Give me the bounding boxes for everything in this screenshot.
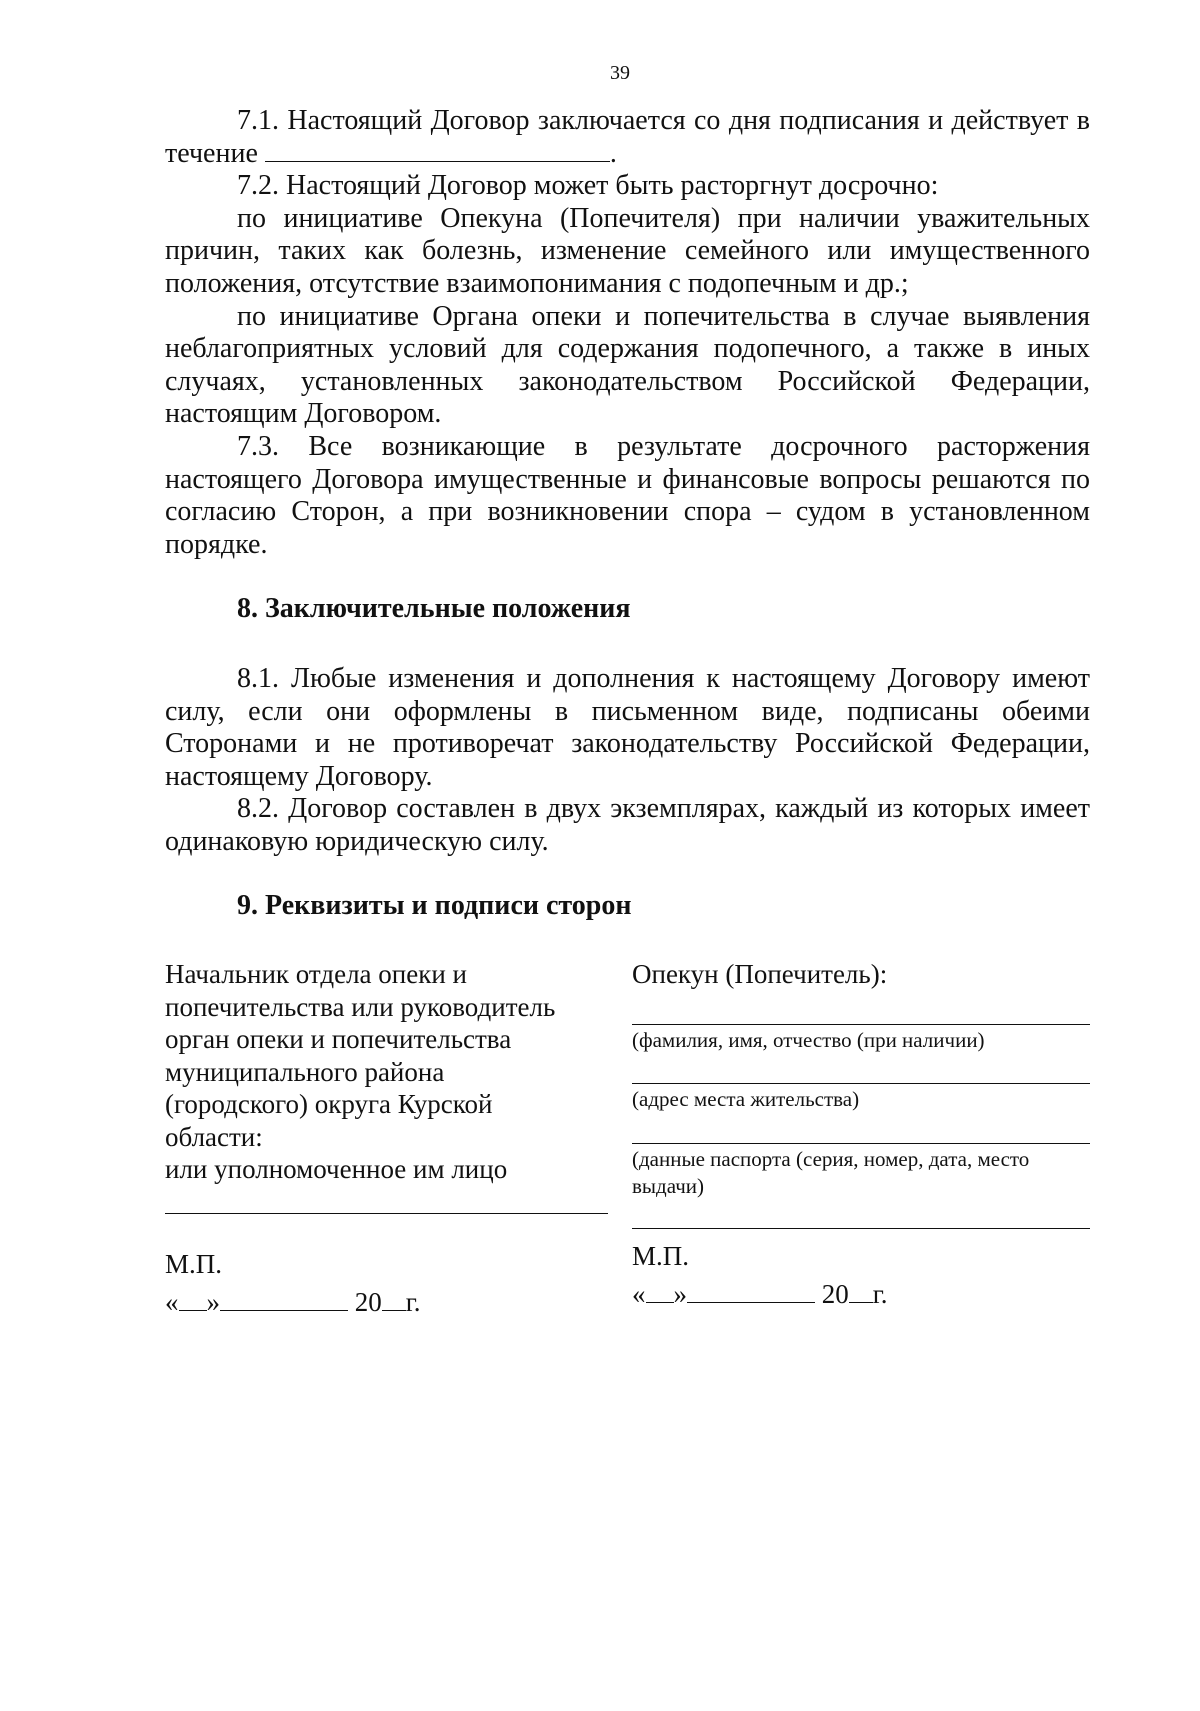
paragraph-7-1-end: .	[609, 137, 617, 169]
date-line	[632, 1275, 888, 1313]
term-blank-line	[265, 139, 610, 162]
section-8-body	[165, 663, 1090, 859]
guardian-stamp-date	[632, 1237, 888, 1313]
guardian-address-line	[632, 1083, 1090, 1084]
paragraph-7-2: 7.2. Настоящий Договор может быть расторгнут досрочно:	[237, 170, 939, 202]
authority-line: или уполномоченное им лицо	[165, 1154, 508, 1184]
guardian-block	[632, 958, 1092, 990]
month-blank	[687, 1282, 815, 1303]
section-7-body	[165, 105, 1090, 561]
month-blank	[220, 1290, 348, 1311]
paragraph-7-2-b: по инициативе Органа опеки и попечительства в случае выявления неблагоприятных условий для содержания подопечного, а также в иных случаях, установленных законодательством Российской Федерации, настоящим Договором.	[165, 300, 1090, 430]
date-quote-open: «	[632, 1279, 646, 1309]
guardianship-authority-block	[165, 958, 605, 1186]
paragraph-7-2-a: по инициативе Опекуна (Попечителя) при наличии уважительных причин, таких как болезнь, изменение семейного или имущественного положения, отсутствие взаимопонимания с подопечным и др.;	[165, 202, 1090, 299]
date-quote-open: «	[165, 1287, 179, 1317]
page-number: 39	[610, 62, 630, 84]
authority-stamp-date	[165, 1245, 421, 1321]
authority-line: (городского) округа Курской	[165, 1089, 493, 1119]
year-prefix: 20	[354, 1287, 382, 1317]
guardian-name-line	[632, 1024, 1090, 1025]
paragraph-7-1	[165, 105, 1090, 170]
authority-line: Начальник отдела опеки и	[165, 959, 467, 989]
stamp-label: М.П.	[632, 1241, 690, 1271]
guardian-passport-line	[632, 1143, 1090, 1144]
guardian-passport-caption: (данные паспорта (серия, номер, дата, место выдачи)	[632, 1147, 1030, 1198]
guardian-title: Опекун (Попечитель):	[632, 959, 888, 989]
date-line	[165, 1283, 421, 1321]
paragraph-8-1: 8.1. Любые изменения и дополнения к настоящему Договору имеют силу, если они оформлены в письменном виде, подписаны обеими Сторонами и не противоречат законодательству Российской Федерации, настоящему Договору.	[165, 663, 1090, 792]
guardian-name-caption: (фамилия, имя, отчество (при наличии)	[632, 1028, 985, 1052]
year-suffix: г.	[405, 1287, 421, 1317]
year-blank	[849, 1282, 873, 1303]
section-9-heading: 9. Реквизиты и подписи сторон	[237, 890, 632, 921]
authority-line: орган опеки и попечительства	[165, 1024, 512, 1054]
paragraph-7-1-text: 7.1. Настоящий Договор заключается со дня подписания и действует в течение	[165, 105, 1090, 169]
stamp-label: М.П.	[165, 1249, 223, 1279]
guardian-address-caption: (адрес места жительства)	[632, 1087, 860, 1111]
authority-signature-line	[165, 1213, 608, 1214]
authority-line: области:	[165, 1121, 263, 1152]
year-prefix: 20	[821, 1279, 849, 1309]
paragraph-8-2: 8.2. Договор составлен в двух экземплярах, каждый из которых имеет одинаковую юридическую силу.	[165, 793, 1090, 857]
guardian-signature-line	[632, 1228, 1090, 1229]
day-blank	[179, 1290, 207, 1311]
year-blank	[382, 1290, 406, 1311]
authority-line: муниципального района	[165, 1056, 445, 1087]
day-blank	[646, 1282, 674, 1303]
authority-line: попечительства или руководитель	[165, 991, 556, 1022]
paragraph-7-3: 7.3. Все возникающие в результате досрочного расторжения настоящего Договора имущественные и финансовые вопросы решаются по согласию Сторон, а при возникновении спора – судом в установленном порядке.	[165, 430, 1090, 560]
date-quote-close: »	[673, 1279, 687, 1309]
section-8-heading: 8. Заключительные положения	[237, 593, 631, 624]
year-suffix: г.	[872, 1279, 888, 1309]
date-quote-close: »	[206, 1287, 220, 1317]
